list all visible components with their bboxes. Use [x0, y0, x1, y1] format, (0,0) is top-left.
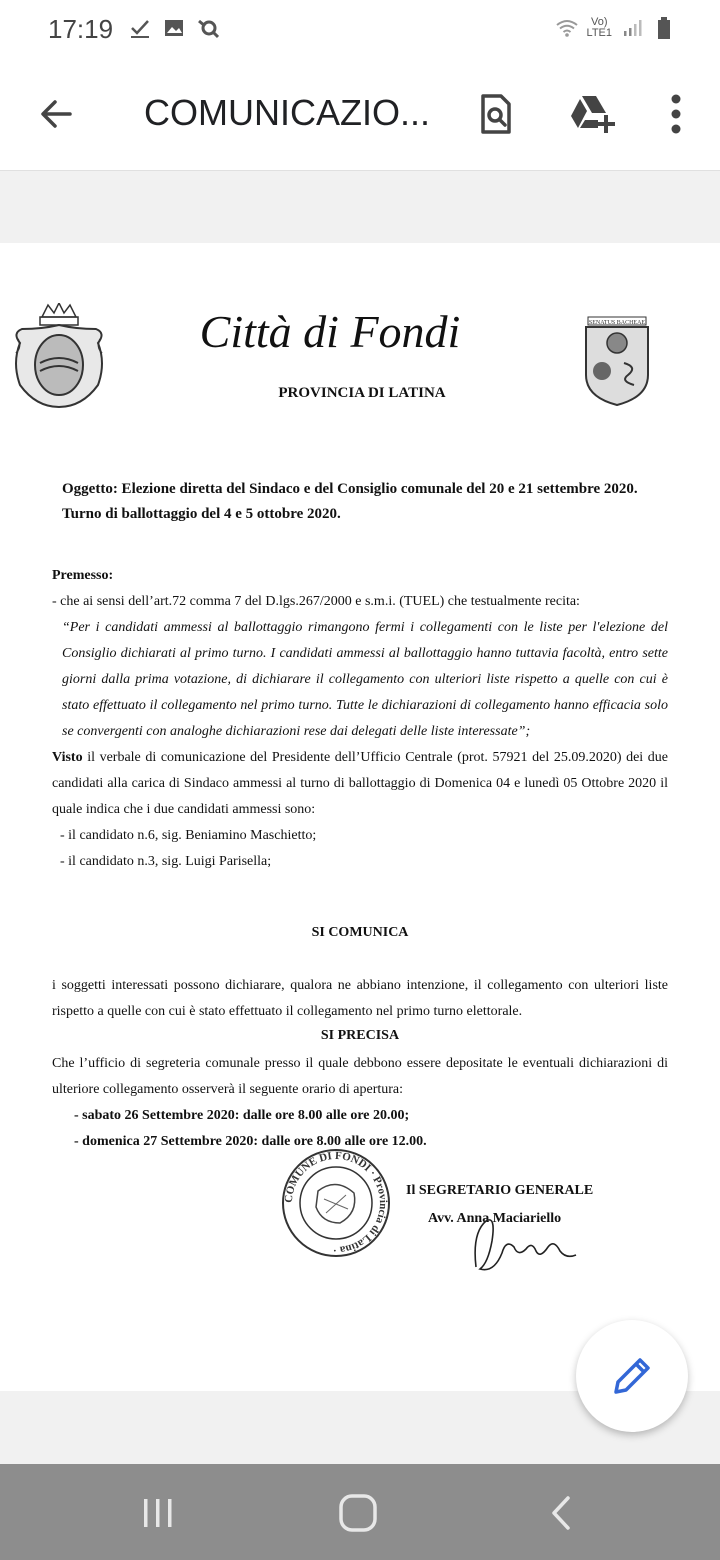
- signal-icon: [620, 16, 644, 40]
- image-icon: [162, 16, 186, 40]
- edit-fab-button[interactable]: [576, 1320, 688, 1432]
- si-precisa-heading: SI PRECISA: [320, 1028, 400, 1043]
- home-button[interactable]: [328, 1488, 388, 1538]
- find-in-page-button[interactable]: [470, 88, 522, 140]
- status-bar: [0, 0, 720, 60]
- document-heading: Città di Fondi: [199, 306, 461, 357]
- document-title: COMUNICAZIO...: [144, 92, 430, 133]
- page-gap: [0, 171, 720, 243]
- back-chevron-icon: [544, 1495, 580, 1531]
- premesso-line: - che ai sensi dell’art.72 comma 7 del D.lgs.267/2000 e s.m.i. (TUEL) che testualmente recita:: [52, 594, 580, 609]
- si-comunica-heading: SI COMUNICA: [311, 925, 409, 940]
- document-content: [0, 243, 720, 1391]
- pencil-edit-icon: [610, 1354, 654, 1398]
- app-bar: [0, 60, 720, 171]
- precisa-text: Che l’ufficio di segreteria comunale presso il quale debbono essere depositate le eventuali dichiarazioni di ulteriore collegamento osserverà il seguente orario di apertura:: [52, 1056, 668, 1097]
- add-to-drive-icon: [568, 94, 616, 134]
- lte-label: LTE1: [586, 27, 612, 39]
- status-time: 17:19: [48, 14, 114, 44]
- segretario-name: Avv. Anna Maciariello: [428, 1211, 562, 1226]
- tuel-quote: “Per i candidati ammessi al ballottaggio rimangono fermi i collegamenti con le liste per l'elezione del Consiglio dichiarati al primo turno. I candidati ammessi al ballottaggio hanno tuttavia facoltà, entro sette giorni dalla prima votazione, di dichiarare il collegamento con ulteriori liste rispetto a quelle con cui è stato effettuato il collegamento nel primo turno. Tutte le dichiarazioni di collegamento hanno efficacia solo se convergenti con analoghe dichiarazioni rese dai delegati delle liste interessate”;: [62, 620, 668, 739]
- visto-text: il verbale di comunicazione del Presidente dell’Ufficio Centrale (prot. 57921 del 25.09.2020) dei due candidati alla carica di Sindaco ammessi al turno di ballottaggio di Domenica 04 e lunedì 05 Ottobre 2020 il quale indica che i due candidati ammessi sono:: [52, 750, 668, 817]
- app-notification-icon: [196, 16, 220, 40]
- municipal-stamp-icon: [280, 1147, 392, 1259]
- system-back-button[interactable]: [532, 1488, 592, 1538]
- battery-icon: [652, 16, 676, 40]
- visto-paragraph: [52, 745, 668, 823]
- more-vert-icon: [670, 94, 682, 134]
- premesso-label: Premesso:: [52, 568, 114, 583]
- candidate-2: - il candidato n.3, sig. Luigi Parisella;: [60, 854, 272, 869]
- arrow-left-icon: [38, 96, 74, 132]
- add-to-drive-button[interactable]: [566, 88, 618, 140]
- volte-label: Vo): [591, 16, 608, 28]
- document-province: PROVINCIA DI LATINA: [278, 385, 446, 401]
- check-download-icon: [128, 16, 152, 40]
- home-icon: [338, 1493, 378, 1533]
- premesso-block: [52, 563, 668, 875]
- stamp-text: COMUNE DI FONDI · Provincia di Latina ·: [282, 1149, 390, 1257]
- network-label: [587, 17, 612, 39]
- oggetto-block: [62, 477, 670, 527]
- visto-label: Visto: [52, 750, 83, 765]
- system-navigation-bar: [0, 1464, 720, 1560]
- document-page[interactable]: [0, 243, 720, 1391]
- wifi-icon: [555, 16, 579, 40]
- status-notifications: [128, 16, 220, 40]
- precisa-paragraph: [52, 1051, 668, 1155]
- orario-2: - domenica 27 Settembre 2020: dalle ore 8.00 alle ore 12.00.: [74, 1134, 427, 1149]
- oggetto-line-2: Turno di ballottaggio del 4 e 5 ottobre 2020.: [62, 506, 341, 522]
- find-in-page-icon: [479, 94, 513, 134]
- crest-right-label: SENATUS BACHEAE: [588, 320, 646, 326]
- recents-button[interactable]: [128, 1488, 188, 1538]
- more-options-button[interactable]: [650, 88, 702, 140]
- comunica-paragraph: i soggetti interessati possono dichiarare, qualora ne abbiano intenzione, il collegamento con ulteriori liste rispetto a quelle con cui è stato effettuato il collegamento nel primo turno elettorale.: [52, 978, 668, 1019]
- oggetto-line-1: Oggetto: Elezione diretta del Sindaco e del Consiglio comunale del 20 e 21 settembre 2020.: [62, 481, 638, 497]
- status-system-icons: [555, 16, 676, 40]
- handwritten-signature-icon: [470, 1213, 582, 1277]
- candidate-1: - il candidato n.6, sig. Beniamino Maschietto;: [60, 828, 317, 843]
- back-button[interactable]: [30, 88, 82, 140]
- recents-icon: [140, 1495, 176, 1531]
- segretario-title: Il SEGRETARIO GENERALE: [406, 1183, 594, 1198]
- orario-1: - sabato 26 Settembre 2020: dalle ore 8.00 alle ore 20.00;: [74, 1108, 410, 1123]
